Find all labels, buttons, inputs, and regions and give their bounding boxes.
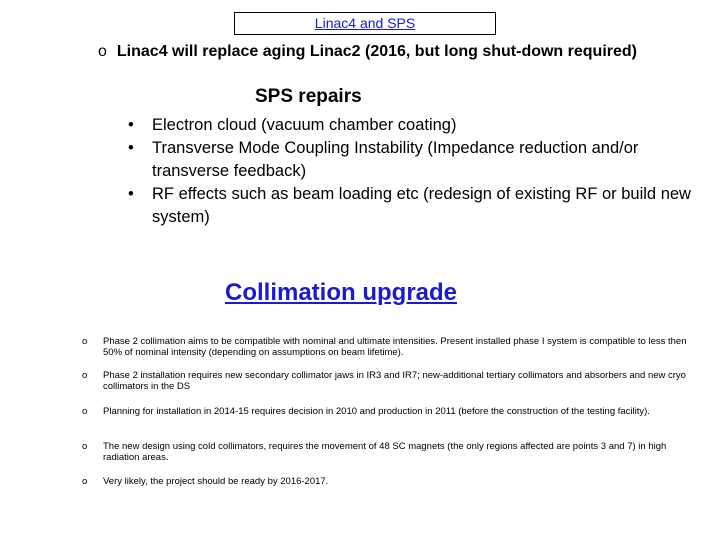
list-item bbox=[82, 441, 692, 476]
sps-repairs-list bbox=[128, 114, 713, 229]
list-item-text: Phase 2 installation requires new secondary collimator jaws in IR3 and IR7; new-additional tertiary collimators and absorbers and new cryo collimators in the DS bbox=[103, 370, 686, 392]
list-marker: o bbox=[82, 441, 88, 452]
list-item bbox=[82, 336, 692, 370]
list-item bbox=[82, 476, 692, 505]
list-item: • Electron cloud (vacuum chamber coating) bbox=[128, 114, 713, 137]
collimation-heading: Collimation upgrade bbox=[225, 279, 458, 306]
collimation-list bbox=[82, 336, 692, 505]
list-item bbox=[82, 370, 692, 406]
list-item-text: Planning for installation in 2014-15 requires decision in 2010 and production in 2011 (before the construction of the testing facility). bbox=[103, 406, 650, 417]
list-marker: o bbox=[82, 406, 88, 417]
list-marker: o bbox=[82, 336, 88, 347]
slide-title: Linac4 and SPS bbox=[234, 12, 496, 35]
list-item: • RF effects such as beam loading etc (redesign of existing RF or build new system) bbox=[128, 183, 713, 229]
list-item: • Transverse Mode Coupling Instability (Impedance reduction and/or transverse feedback) bbox=[128, 137, 713, 183]
list-item-text: Phase 2 collimation aims to be compatible with nominal and ultimate intensities. Present installed phase I system is compatible to less then 50% of nominal intensity (depending on assumptions on beam lifetime). bbox=[103, 336, 687, 358]
list-item-text: Very likely, the project should be ready by 2016-2017. bbox=[103, 476, 329, 487]
list-marker: o bbox=[98, 43, 107, 60]
list-marker: o bbox=[82, 476, 88, 487]
list-item bbox=[82, 406, 692, 441]
list-item-text: The new design using cold collimators, requires the movement of 48 SC magnets (the only regions affected are points 3 and 7) in high radiation areas. bbox=[103, 441, 667, 463]
linac-text: Linac4 will replace aging Linac2 (2016, but long shut-down required) bbox=[116, 43, 637, 60]
linac-statement bbox=[98, 43, 637, 61]
sps-heading: SPS repairs bbox=[255, 86, 362, 107]
list-marker: o bbox=[82, 370, 88, 381]
